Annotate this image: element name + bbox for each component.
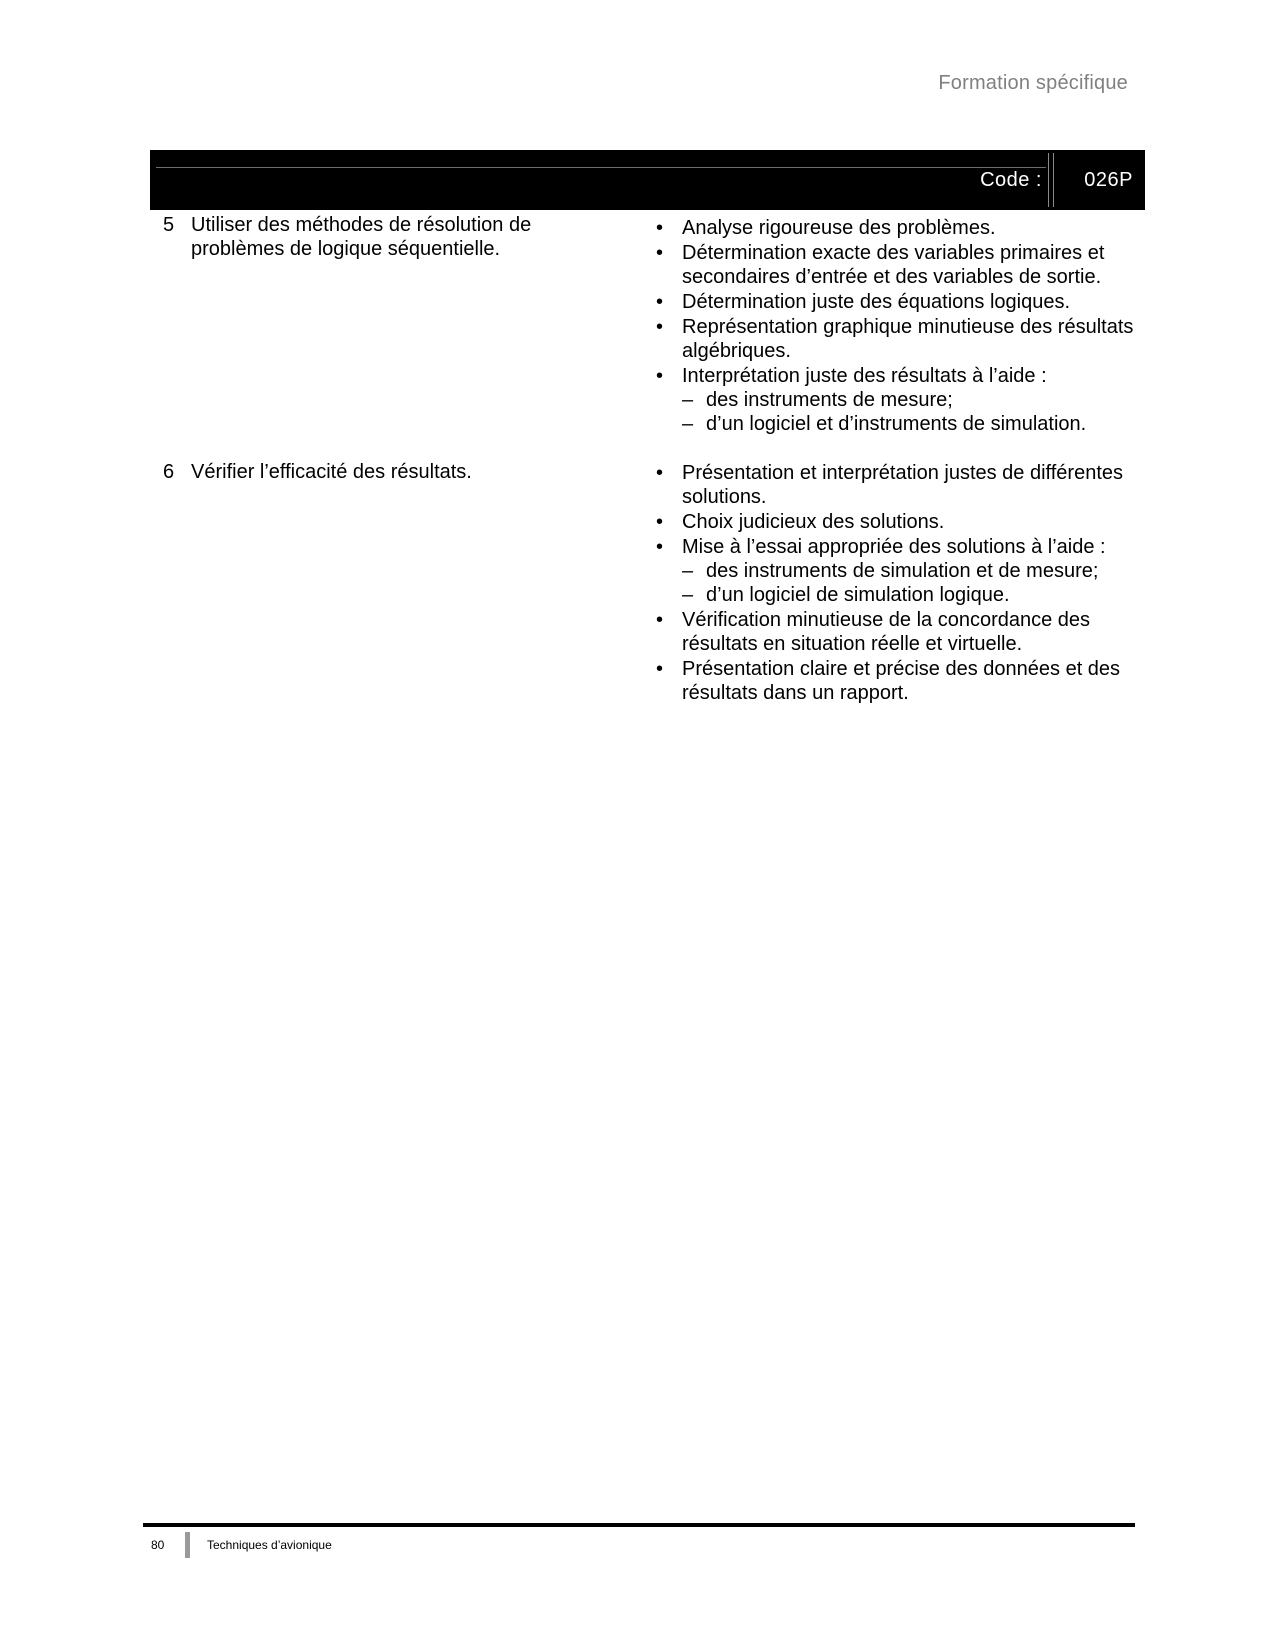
dash-icon: – (682, 584, 694, 606)
subitem-text: d’un logiciel et d’instruments de simulation. (706, 413, 1087, 435)
code-bar-rule (156, 167, 1046, 168)
criterion-item (656, 241, 1136, 289)
subitem-text: d’un logiciel de simulation logique. (706, 584, 1010, 606)
bullet-icon: • (656, 291, 664, 313)
criterion-item (656, 535, 1136, 607)
code-bar-divider (1048, 153, 1049, 207)
criterion-text: Détermination juste des équations logiques. (682, 291, 1071, 313)
bullet-icon: • (656, 658, 664, 680)
criterion-subitem (682, 559, 1136, 583)
criterion-text: Analyse rigoureuse des problèmes. (682, 217, 996, 239)
criterion-text: Choix judicieux des solutions. (682, 511, 945, 533)
criterion-text: Détermination exacte des variables primaires et secondaires d’entrée et des variables de sortie. (682, 242, 1105, 288)
criterion-subitem (682, 412, 1136, 436)
criterion-text: Présentation et interprétation justes de différentes solutions. (682, 462, 1124, 508)
criterion-item (656, 315, 1136, 363)
element-text: Vérifier l’efficacité des résultats. (191, 461, 472, 483)
bullet-icon: • (656, 609, 664, 631)
dash-icon: – (682, 560, 694, 582)
criteria-list-5 (656, 216, 1136, 437)
element-5 (163, 213, 583, 261)
bullet-icon: • (656, 242, 664, 264)
code-label: Code : (980, 169, 1042, 191)
element-text: Utiliser des méthodes de résolution de problèmes de logique séquentielle. (191, 214, 532, 260)
criterion-text: Représentation graphique minutieuse des résultats algébriques. (682, 316, 1134, 362)
page-number: 80 (151, 1538, 165, 1552)
element-number: 6 (163, 461, 175, 483)
footer-program-title: Techniques d’avionique (207, 1538, 332, 1552)
bullet-icon: • (656, 316, 664, 338)
criterion-item (656, 657, 1136, 705)
criterion-item (656, 461, 1136, 509)
subitem-text: des instruments de mesure; (706, 389, 953, 411)
bullet-icon: • (656, 511, 664, 533)
criterion-subitem (682, 388, 1136, 412)
bullet-icon: • (656, 536, 664, 558)
criteria-list-6 (656, 461, 1136, 706)
element-number: 5 (163, 214, 175, 236)
criterion-item (656, 290, 1136, 314)
criterion-text: Vérification minutieuse de la concordance des résultats en situation réelle et virtuelle. (682, 609, 1091, 655)
criterion-item (656, 510, 1136, 534)
dash-icon: – (682, 413, 694, 435)
running-header: Formation spécifique (938, 72, 1128, 94)
code-bar-divider (1053, 153, 1054, 207)
code-bar (150, 150, 1145, 210)
dash-icon: – (682, 389, 694, 411)
criterion-item (656, 364, 1136, 436)
element-6 (163, 460, 583, 484)
criterion-item (656, 216, 1136, 240)
criterion-text: Présentation claire et précise des données et des résultats dans un rapport. (682, 658, 1121, 704)
subitem-text: des instruments de simulation et de mesure; (706, 560, 1099, 582)
footer-rule (143, 1523, 1135, 1527)
footer-separator (185, 1532, 190, 1558)
criterion-text: Mise à l’essai appropriée des solutions à l’aide : (682, 536, 1106, 558)
criterion-text: Interprétation juste des résultats à l’aide : (682, 365, 1047, 387)
criterion-item (656, 608, 1136, 656)
bullet-icon: • (656, 217, 664, 239)
criterion-subitem (682, 583, 1136, 607)
bullet-icon: • (656, 462, 664, 484)
bullet-icon: • (656, 365, 664, 387)
code-value: 026P (1084, 169, 1133, 191)
